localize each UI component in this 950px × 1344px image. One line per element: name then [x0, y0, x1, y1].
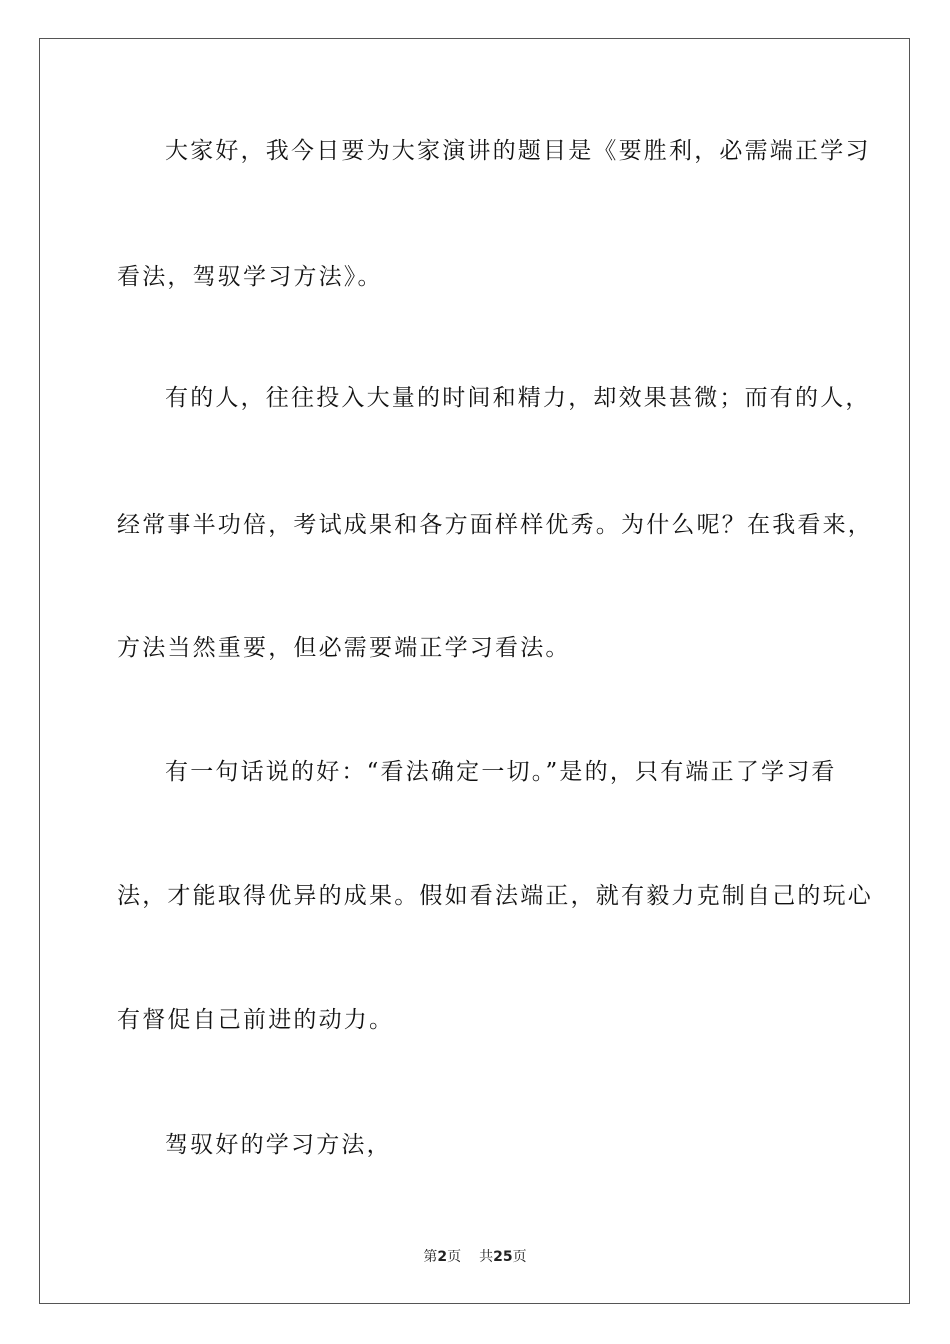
total-pages: 25 — [493, 1249, 513, 1265]
total-prefix: 共 — [479, 1249, 494, 1265]
paragraph-2-line-2: 经常事半功倍，考试成果和各方面样样优秀。为什么呢？在我看来， — [117, 512, 873, 538]
paragraph-1-line-1: 大家好，我今日要为大家演讲的题目是《要胜利，必需端正学习 — [165, 138, 871, 164]
page-prefix: 第 — [423, 1249, 438, 1265]
paragraph-3-line-3: 有督促自己前进的动力。 — [117, 1007, 395, 1033]
paragraph-4-line-1: 驾驭好的学习方法， — [165, 1132, 392, 1158]
paragraph-3-line-2: 法，才能取得优异的成果。假如看法端正，就有毅力克制自己的玩心 — [117, 883, 873, 909]
page-suffix: 页 — [447, 1249, 462, 1265]
page-number: 2 — [437, 1249, 448, 1265]
page-border — [39, 38, 910, 1304]
paragraph-2-line-3: 方法当然重要，但必需要端正学习看法。 — [117, 635, 571, 661]
paragraph-1-line-2: 看法，驾驭学习方法》。 — [117, 264, 383, 290]
total-suffix: 页 — [512, 1249, 527, 1265]
paragraph-3-line-1: 有一句话说的好：“看法确定一切。”是的，只有端正了学习看 — [165, 759, 837, 785]
page-footer — [0, 1248, 950, 1266]
paragraph-2-line-1: 有的人，往往投入大量的时间和精力，却效果甚微；而有的人， — [165, 385, 871, 411]
